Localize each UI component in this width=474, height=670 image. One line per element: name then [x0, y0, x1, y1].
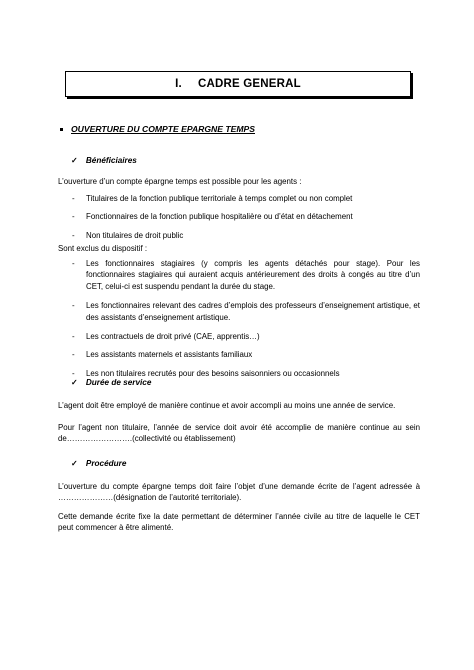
- checkmark-icon: ✓: [71, 156, 78, 165]
- square-bullet-icon: [60, 128, 63, 131]
- subheading-duree: [71, 377, 151, 387]
- exclus-list: [72, 258, 420, 379]
- main-heading-text: OUVERTURE DU COMPTE EPARGNE TEMPS: [71, 124, 255, 134]
- subheading-procedure: [71, 458, 126, 468]
- main-heading: [60, 124, 255, 134]
- list-item: - Fonctionnaires de la fonction publique hospitalière ou d’état en détachement: [72, 211, 420, 222]
- subheading-text: Durée de service: [85, 378, 152, 387]
- subheading-text: Procédure: [85, 459, 127, 468]
- list-item: - Non titulaires de droit public: [72, 230, 420, 241]
- paragraph-procedure-1: L’ouverture du compte épargne temps doit faire l’objet d’une demande écrite de l’agent adressée à …………………(désignation de l’autorité territoriale).: [58, 482, 420, 503]
- subheading-text: Bénéficiaires: [85, 156, 137, 165]
- section-title: CADRE GENERAL: [197, 78, 301, 90]
- list-item: - Les non titulaires recrutés pour des besoins saisonniers ou occasionnels: [72, 368, 420, 379]
- subheading-beneficiaires: [71, 155, 137, 165]
- paragraph-intro: L’ouverture d’un compte épargne temps est possible pour les agents :: [58, 177, 302, 186]
- paragraph-duree-2: Pour l’agent non titulaire, l’année de service doit avoir été accomplie de manière continue au sein de…………………….(collectivité ou établissement): [58, 423, 420, 444]
- list-item: - Les contractuels de droit privé (CAE, apprentis…): [72, 331, 420, 342]
- paragraph-procedure-2: Cette demande écrite fixe la date permettant de déterminer l’année civile au titre de laquelle le CET peut commencer à être alimenté.: [58, 512, 420, 533]
- list-item: - Les assistants maternels et assistants familiaux: [72, 349, 420, 360]
- paragraph-duree-1: L’agent doit être employé de manière continue et avoir accompli au moins une année de service.: [58, 401, 396, 410]
- list-item: - Les fonctionnaires stagiaires (y compris les agents détachés pour stage). Pour les fonctionnaires stagiaires qui auraient acquis antérieurement des droits à congés au titre d’un CET, celui-ci est suspendu pendant la durée du stage.: [72, 258, 420, 292]
- list-item: - Titulaires de la fonction publique territoriale à temps complet ou non complet: [72, 193, 420, 204]
- checkmark-icon: ✓: [71, 459, 78, 468]
- section-title-box: [65, 71, 411, 97]
- section-number: I.: [175, 78, 182, 90]
- checkmark-icon: ✓: [71, 378, 78, 387]
- paragraph-exclus-intro: Sont exclus du dispositif :: [58, 244, 148, 253]
- list-item: - Les fonctionnaires relevant des cadres d’emplois des professeurs d’enseignement artistique, et des assistants d’enseignement artistique.: [72, 300, 420, 323]
- beneficiaires-list: [72, 193, 420, 241]
